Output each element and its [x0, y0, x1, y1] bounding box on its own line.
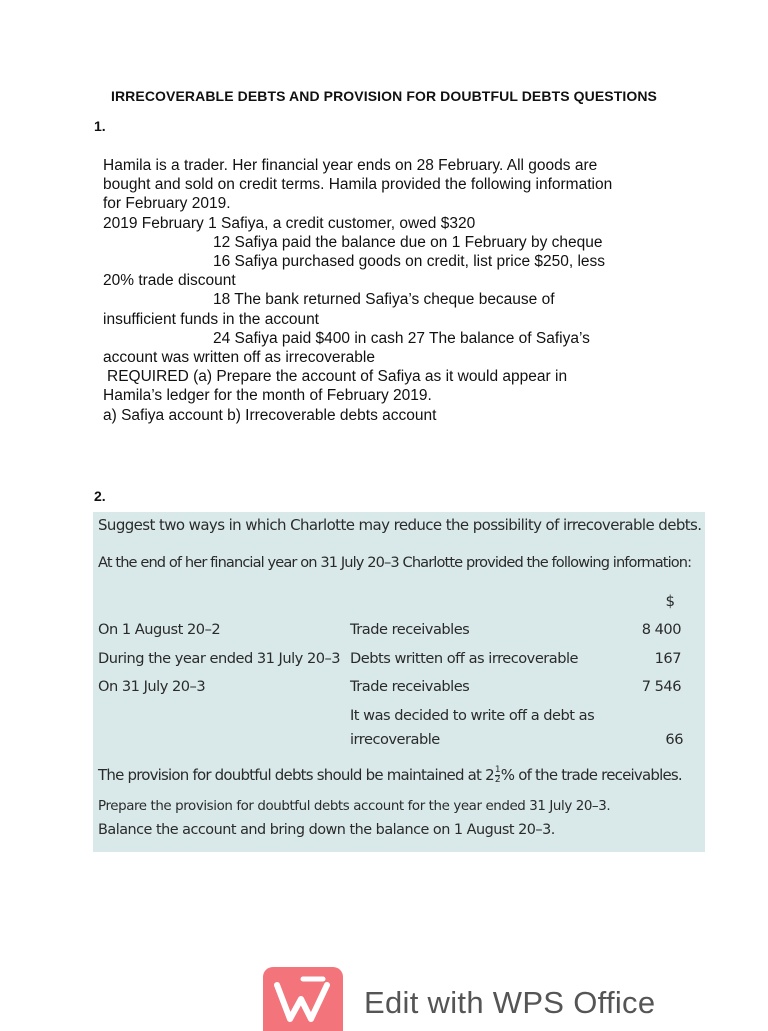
q1-line: bought and sold on credit terms. Hamila provided the following information [103, 176, 613, 194]
q2-intro-line: Suggest two ways in which Charlotte may reduce the possibility of irrecoverable debts. [98, 516, 702, 534]
provision-text-before: The provision for doubtful debts should be maintained at 2 [98, 766, 494, 784]
table-row [93, 707, 705, 731]
row-item: Trade receivables [350, 678, 470, 695]
q1-line: Hamila is a trader. Her financial year ends on 28 February. All goods are [103, 157, 598, 174]
row-item: irrecoverable [350, 731, 440, 748]
q1-line: 24 Safiya paid $400 in cash 27 The balance of Safiya’s [213, 329, 590, 347]
provision-fraction [495, 766, 500, 785]
question-1-body [103, 156, 683, 425]
q1-line: REQUIRED (a) Prepare the account of Safiya as it would appear in [107, 368, 568, 386]
row-item: Trade receivables [350, 621, 470, 638]
q1-line: 2019 February 1 Safiya, a credit customer, owed $320 [103, 214, 476, 232]
q1-line: insufficient funds in the account [103, 310, 319, 328]
q1-line: 20% trade discount [103, 272, 236, 290]
q1-line: 12 Safiya paid the balance due on 1 February by cheque [213, 233, 603, 251]
q1-line: account was written off as irrecoverable [103, 349, 375, 367]
row-date: During the year ended 31 July 20–3 [98, 650, 341, 667]
currency-header: $ [665, 592, 675, 610]
q1-line: Hamila’s ledger for the month of February 2019. [103, 387, 432, 405]
fraction-denominator: 2 [494, 775, 500, 785]
page-title: IRRECOVERABLE DEBTS AND PROVISION FOR DOUBTFUL DEBTS QUESTIONS [110, 88, 657, 104]
row-item: Debts written off as irrecoverable [350, 650, 579, 667]
question-2-panel [93, 512, 705, 852]
wps-brand-text: Edit with WPS Office [364, 985, 656, 1020]
q1-line: 16 Safiya purchased goods on credit, list price $250, less [213, 253, 606, 271]
table-row [93, 650, 705, 674]
row-amount: 8 400 [641, 621, 681, 638]
fraction-numerator: 1 [494, 765, 500, 775]
q2-provision-line [98, 766, 682, 785]
row-amount: 167 [654, 650, 681, 667]
wps-logo-icon [263, 967, 343, 1031]
provision-text-after: % of the trade receivables. [500, 766, 682, 784]
q1-line: 18 The bank returned Safiya’s cheque because of [213, 291, 555, 309]
table-row [93, 621, 705, 645]
q1-line: for February 2019. [103, 195, 231, 213]
q1-line: a) Safiya account b) Irrecoverable debts account [103, 406, 437, 424]
row-item: It was decided to write off a debt as [350, 707, 595, 724]
row-date: On 1 August 20–2 [98, 621, 221, 638]
question-1-number: 1. [94, 118, 106, 134]
wps-watermark [263, 967, 703, 1024]
table-row [93, 731, 705, 755]
q2-prepare-line: Prepare the provision for doubtful debts account for the year ended 31 July 20–3. [98, 799, 611, 814]
row-date: On 31 July 20–3 [98, 678, 206, 695]
question-2-number: 2. [94, 488, 106, 504]
row-amount: 66 [665, 731, 683, 748]
row-amount: 7 546 [641, 678, 681, 695]
q2-info-line: At the end of her financial year on 31 July 20–3 Charlotte provided the following information: [98, 554, 692, 571]
table-row [93, 678, 705, 702]
q2-balance-line: Balance the account and bring down the balance on 1 August 20–3. [98, 822, 555, 838]
